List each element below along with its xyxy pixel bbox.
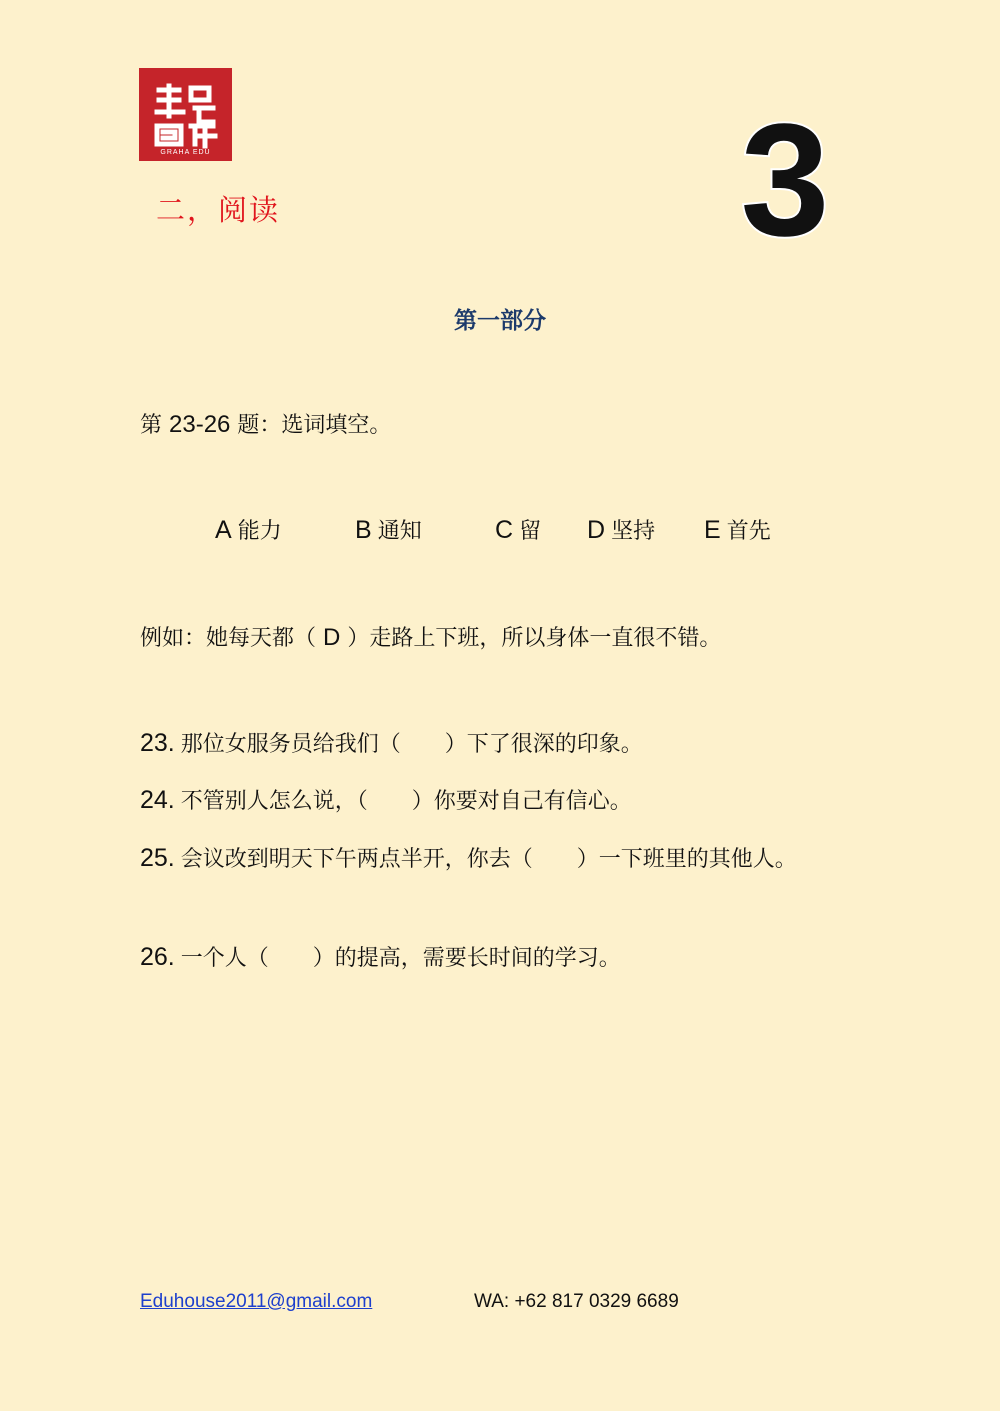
option-d: [587, 514, 704, 545]
question-number: 26.: [140, 943, 175, 971]
question-26: [140, 937, 621, 979]
option-word: 留: [519, 519, 542, 544]
question-number: 25.: [140, 844, 175, 872]
option-c: [495, 514, 587, 545]
option-word: 坚持: [611, 519, 656, 544]
logo-caption: GRAHA EDU: [160, 149, 211, 156]
page-number-text: 3: [740, 100, 830, 250]
option-e: [704, 514, 771, 545]
instruction-suffix: 题：选词填空。: [237, 413, 392, 438]
option-word: 通知: [377, 519, 422, 544]
option-letter: A: [215, 516, 232, 544]
option-letter: B: [355, 516, 372, 544]
question-number: 23.: [140, 729, 175, 757]
word-bank: [215, 514, 771, 545]
section-heading: 二，阅读: [156, 193, 281, 227]
option-a: [215, 514, 355, 545]
option-letter: C: [495, 516, 514, 544]
question-24: [140, 780, 632, 822]
question-25: [140, 838, 860, 880]
footer-email-link[interactable]: Eduhouse2011@gmail.com: [140, 1291, 373, 1312]
example-sentence: [140, 621, 721, 652]
question-text: 一个人（ ）的提高，需要长时间的学习。: [180, 946, 621, 971]
page-number: [740, 100, 830, 250]
option-letter: D: [587, 516, 606, 544]
example-answer: D: [323, 624, 341, 651]
instruction-prefix: 第: [140, 413, 163, 438]
instruction-range: 23-26: [169, 411, 231, 438]
option-word: 首先: [726, 519, 771, 544]
question-text: 不管别人怎么说，（ ）你要对自己有信心。: [180, 789, 632, 814]
graha-edu-logo: [139, 68, 232, 161]
footer-whatsapp: WA: +62 817 0329 6689: [474, 1291, 679, 1312]
example-before: 例如：她每天都（: [140, 626, 317, 651]
option-letter: E: [704, 516, 721, 544]
instruction: [140, 408, 391, 439]
question-number: 24.: [140, 786, 175, 814]
logo-seal-icon: [139, 68, 232, 161]
part-title: 第一部分: [454, 307, 546, 334]
option-word: 能力: [237, 519, 282, 544]
option-b: [355, 514, 495, 545]
question-text: 那位女服务员给我们（ ）下了很深的印象。: [180, 732, 643, 757]
question-text: 会议改到明天下午两点半开，你去（ ）一下班里的其他人。: [180, 847, 797, 872]
question-23: [140, 723, 643, 765]
example-after: ）走路上下班，所以身体一直很不错。: [347, 626, 722, 651]
